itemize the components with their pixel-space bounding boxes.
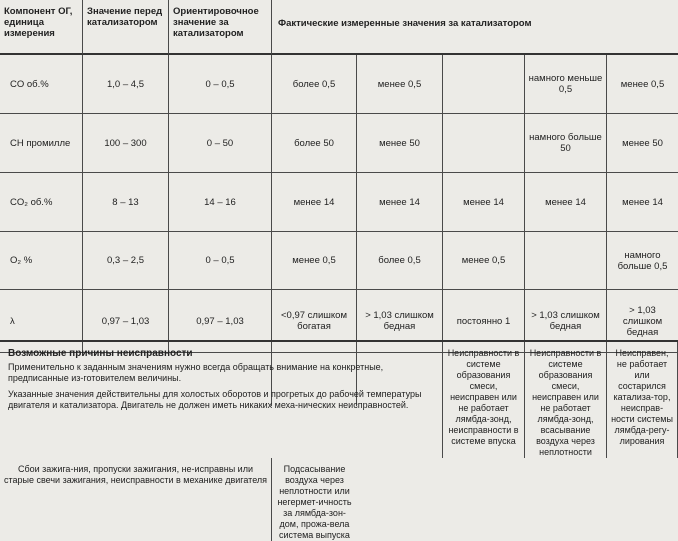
causes-section [0,340,678,540]
measured-value: более 0,5 [272,55,357,114]
cause-text: Неисправности в системе образования смеси, неисправен или не работает лямбда-зонд, всасывание воздуха через неплотности [525,342,607,458]
notes-block [0,342,443,458]
measured-value: менее 14 [607,173,678,232]
value-before: 0,3 – 2,5 [83,232,169,290]
measured-value: более 0,5 [357,232,443,290]
measured-value: > 1,03 слишком бедная [357,290,443,353]
cause-text: Сбои зажига-ния, пропуски зажигания, не-исправны или старые свечи зажигания, неисправности в механике двигателя [0,458,272,541]
measured-value: менее 14 [443,173,525,232]
row-label-co2: CO₂ об.% [0,173,83,232]
measured-value: <0,97 слишком богатая [272,290,357,353]
value-before: 0,97 – 1,03 [83,290,169,353]
row-label-o2: O₂ % [0,232,83,290]
measured-value: > 1,03 слишком бедная [607,290,678,353]
row-label-co: CO об.% [0,55,83,114]
note-paragraph-1: Применительно к заданным значениям нужно всегда обращать внимание на конкретные, предписанные из-готовителем величины. [8,362,384,383]
measured-value: менее 50 [607,114,678,173]
header-actual: Фактические измеренные значения за катализатором [272,0,678,55]
measured-value [443,114,525,173]
header-before: Значение перед катализатором [83,0,169,55]
header-component: Компонент ОГ, единица измерения [0,0,83,55]
measured-value: намного меньше 0,5 [525,55,607,114]
cause-text: Подсасывание воздуха через неплотности или негермет-ичность за лямбда-зон-дом, прожа-вела система выпуска [277,464,352,540]
measured-value: менее 14 [272,173,357,232]
measured-value: менее 14 [525,173,607,232]
measured-value: менее 0,5 [443,232,525,290]
measured-value: намного больше 0,5 [607,232,678,290]
measured-value: менее 0,5 [357,55,443,114]
measured-value [443,55,525,114]
header-after: Ориентировочное значение за катализатором [169,0,272,55]
row-label-lambda: λ [0,290,83,353]
value-before: 8 – 13 [83,173,169,232]
measured-value: намного больше 50 [525,114,607,173]
value-after: 0,97 – 1,03 [169,290,272,353]
value-after: 0 – 0,5 [169,232,272,290]
value-after: 14 – 16 [169,173,272,232]
value-after: 0 – 50 [169,114,272,173]
causes-title: Возможные причины неисправности [8,348,193,359]
value-after: 0 – 0,5 [169,55,272,114]
cause-text: Неисправен, не работает или состарился катализа-тор, неисправ-ности системы лямбда-регу-лирования [607,342,678,458]
measured-value: менее 0,5 [272,232,357,290]
value-before: 100 – 300 [83,114,169,173]
cause-text: Неисправности в системе образования смеси, неисправен или не работает лямбда-зонд, неисправности в системе впуска [443,342,525,458]
measured-value [525,232,607,290]
measured-value: постоянно 1 [443,290,525,353]
measured-value: более 50 [272,114,357,173]
row-label-ch: CH промилле [0,114,83,173]
measured-value: менее 0,5 [607,55,678,114]
value-before: 1,0 – 4,5 [83,55,169,114]
measured-value: > 1,03 слишком бедная [525,290,607,353]
note-paragraph-2: Указанные значения действительны для холостых оборотов и прогретых до рабочей температуры двигателя и катализатора. Двигатель не должен иметь никаких меха-нических неисправностей. [8,389,422,410]
measured-value: менее 14 [357,173,443,232]
measured-value: менее 50 [357,114,443,173]
